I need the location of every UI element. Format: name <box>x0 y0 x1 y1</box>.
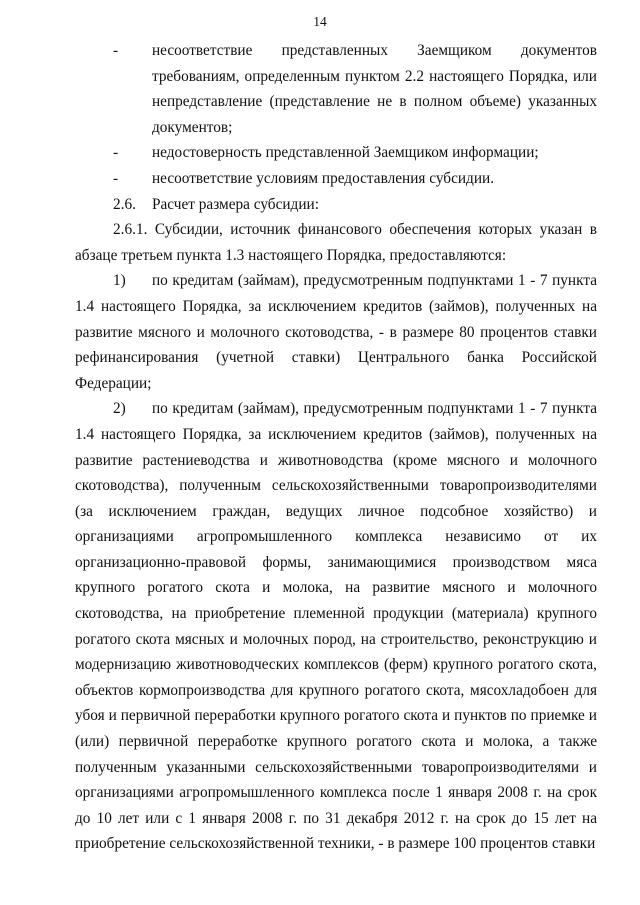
paragraph-text: несоответствие представленных Заемщиком документов требованиям, определенным пунктом 2.2 настоящего Порядка, или непредставление (представление не в полном объеме) указанных документов; <box>152 42 597 136</box>
paragraph-text: по кредитам (займам), предусмотренным подпунктами 1 - 7 пункта 1.4 настоящего Порядка, за исключением кредитов (займов), полученных на развитие мясного и молочного скотоводства, - в размере 80 процентов ставки рефинансирования (учетной ставки) Центрального банка Российской Федерации; <box>75 272 597 392</box>
document-body <box>75 38 597 857</box>
bullet-dash: - <box>113 144 119 162</box>
section-number: 2.6. <box>113 195 136 213</box>
paragraph: 2.6.1. Субсидии, источник финансового обеспечения которых указан в абзаце третьем пункта 1.3 настоящего Порядка, предоставляются: <box>75 221 597 264</box>
list-item-bullet <box>75 166 597 192</box>
item-number: 1) <box>113 272 126 290</box>
item-number: 2) <box>113 400 126 418</box>
paragraph-text: несоответствие условиям предоставления субсидии. <box>152 169 495 187</box>
bullet-dash: - <box>113 42 119 59</box>
numbered-item <box>75 268 597 396</box>
section-heading <box>75 192 597 218</box>
paragraph-text: по кредитам (займам), предусмотренным подпунктами 1 - 7 пункта 1.4 настоящего Порядка, за исключением кредитов (займов), полученных на развитие растениеводства и животноводства (кроме мясного и молочного скотоводства), полученным сельскохозяйственными товаропроизводителями (за исключением граждан, ведущих личное подсобное хозяйство) и организациями агропромышленного комплекса независимо от их организационно-правовой формы, занимающимися производством мяса крупного рогатого скота и молока, на развитие мясного и молочного скотоводства, на приобретение племенной продукции (материала) крупного рогатого скота мясных и молочных пород, на строительство, реконструкцию и модернизацию животноводческих комплексов (ферм) крупного рогатого скота, объектов кормопроизводства для крупного рогатого скота, мясохладобоен для убоя и первичной переработки крупного рогатого скота и пунктов по приемке и (или) первичной переработке крупного рогатого скота и молока, а также полученным указанными сельскохозяйственными товаропроизводителями и организациями агропромышленного комплекса после 1 января 2008 г. на срок до 10 лет или с 1 января 2008 г. по 31 декабря 2012 г. на срок до 15 лет на приобретение сельскохозяйственной техники, - в размере 100 процентов ставки <box>75 400 597 853</box>
page-number: 14 <box>313 14 327 29</box>
paragraph-text: недостоверность представленной Заемщиком информации; <box>152 144 539 162</box>
numbered-item <box>75 396 597 857</box>
section-title: Расчет размера субсидии: <box>152 195 319 213</box>
list-item-bullet <box>75 38 597 140</box>
list-item-bullet <box>75 140 597 166</box>
bullet-dash: - <box>113 169 119 187</box>
